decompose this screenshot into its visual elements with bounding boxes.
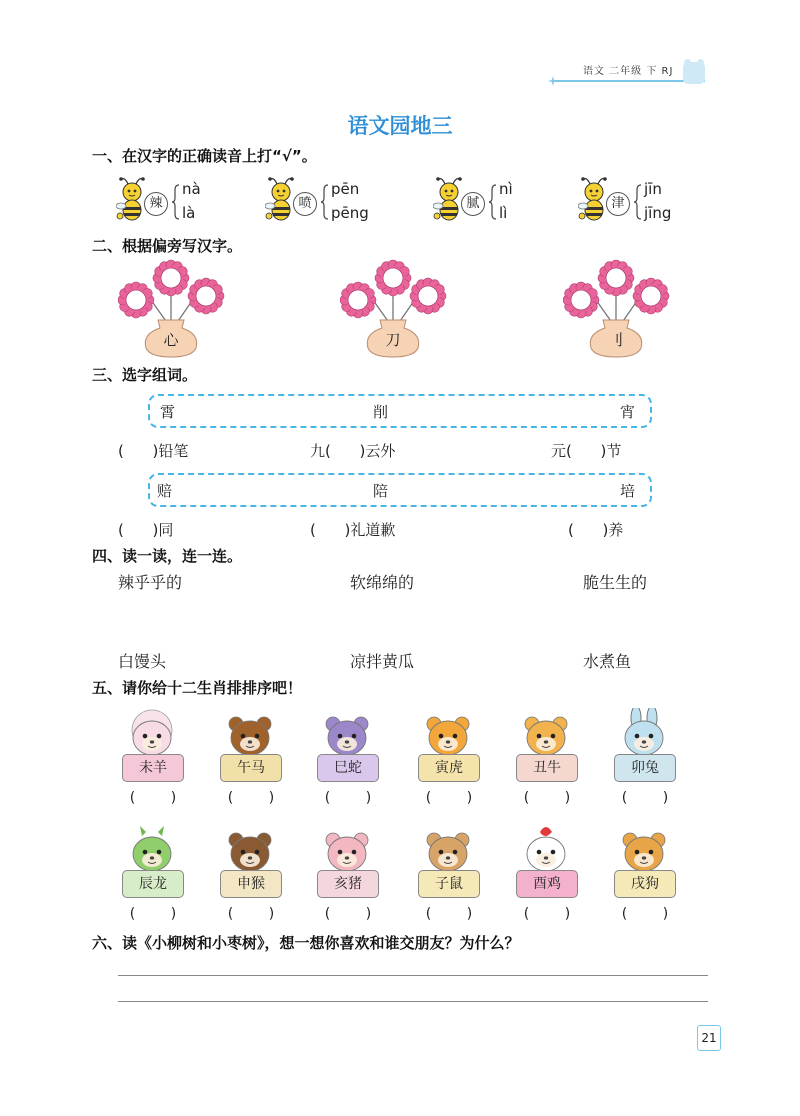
- choice-char: 宵: [620, 403, 636, 421]
- zodiac-item: [414, 824, 484, 929]
- choice-char: 培: [620, 482, 636, 500]
- fill-blank[interactable]: 元( )节: [551, 442, 622, 460]
- choice-char: 赔: [157, 482, 173, 500]
- zodiac-item: [610, 708, 680, 813]
- zodiac-label: 申猴: [220, 870, 282, 898]
- char-choice-box-2: [148, 473, 652, 507]
- pinyin-option[interactable]: nì: [499, 180, 513, 198]
- pinyin-char: 辣: [144, 192, 168, 216]
- page-number: 21: [697, 1025, 721, 1051]
- pinyin-item: [433, 176, 543, 226]
- fill-blank[interactable]: ( )养: [568, 521, 624, 539]
- pinyin-char: 腻: [461, 192, 485, 216]
- zodiac-label: 子鼠: [418, 870, 480, 898]
- pinyin-option[interactable]: là: [182, 204, 196, 222]
- flower-vase: [340, 258, 450, 358]
- zodiac-item: [313, 708, 383, 813]
- order-blank[interactable]: ( ): [523, 906, 571, 922]
- zodiac-item: [313, 824, 383, 929]
- match-item-top[interactable]: 脆生生的: [583, 573, 648, 592]
- fill-blank[interactable]: ( )同: [118, 521, 174, 539]
- choice-char: 陪: [373, 482, 389, 500]
- brace-icon: [634, 184, 642, 220]
- order-blank[interactable]: ( ): [523, 790, 571, 806]
- pinyin-option[interactable]: lì: [499, 204, 508, 222]
- zodiac-label: 寅虎: [418, 754, 480, 782]
- page-title: 语文园地三: [347, 114, 453, 138]
- brace-icon: [321, 184, 329, 220]
- zodiac-item: [512, 708, 582, 813]
- fill-blank[interactable]: 九( )云外: [310, 442, 396, 460]
- flower-vase: [563, 258, 673, 358]
- zodiac-label: 亥猪: [317, 870, 379, 898]
- order-blank[interactable]: ( ): [425, 906, 473, 922]
- zodiac-item: [216, 708, 286, 813]
- order-blank[interactable]: ( ): [324, 906, 372, 922]
- bear-icon: [683, 62, 705, 84]
- section-3-heading: 三、选字组词。: [92, 366, 198, 384]
- radical-label: 心: [163, 331, 179, 349]
- zodiac-label: 未羊: [122, 754, 184, 782]
- answer-line[interactable]: [118, 1001, 708, 1002]
- zodiac-label: 巳蛇: [317, 754, 379, 782]
- section-4-heading: 四、读一读，连一连。: [92, 547, 243, 565]
- section-5-heading: 五、请你给十二生肖排排序吧！: [92, 679, 303, 697]
- zodiac-label: 卯兔: [614, 754, 676, 782]
- pinyin-option[interactable]: nà: [182, 180, 201, 198]
- brace-icon: [172, 184, 180, 220]
- zodiac-label: 辰龙: [122, 870, 184, 898]
- zodiac-item: [512, 824, 582, 929]
- order-blank[interactable]: ( ): [425, 790, 473, 806]
- match-item-bottom[interactable]: 白馒头: [118, 652, 167, 671]
- order-blank[interactable]: ( ): [621, 906, 669, 922]
- match-item-top[interactable]: 辣乎乎的: [118, 573, 183, 592]
- fill-blank[interactable]: ( )礼道歉: [310, 521, 396, 539]
- zodiac-item: [118, 824, 188, 929]
- pinyin-item: [116, 176, 226, 226]
- zodiac-item: [610, 824, 680, 929]
- order-blank[interactable]: ( ): [129, 906, 177, 922]
- pinyin-char: 津: [606, 192, 630, 216]
- pinyin-option[interactable]: jīn: [644, 180, 662, 198]
- pinyin-option[interactable]: jīng: [644, 204, 672, 222]
- order-blank[interactable]: ( ): [129, 790, 177, 806]
- radical-label: 刀: [385, 331, 401, 349]
- radical-label: 刂: [608, 331, 624, 349]
- match-item-bottom[interactable]: 水煮鱼: [583, 652, 632, 671]
- pinyin-char: 喷: [293, 192, 317, 216]
- answer-line[interactable]: [118, 975, 708, 976]
- flower-vase: [118, 258, 228, 358]
- zodiac-item: [216, 824, 286, 929]
- zodiac-item: [118, 708, 188, 813]
- section-1-heading: 一、在汉字的正确读音上打“√”。: [92, 147, 317, 165]
- pinyin-option[interactable]: pēng: [331, 204, 369, 222]
- fill-blank[interactable]: ( )铅笔: [118, 442, 189, 460]
- order-blank[interactable]: ( ): [227, 790, 275, 806]
- zodiac-label: 酉鸡: [516, 870, 578, 898]
- order-blank[interactable]: ( ): [324, 790, 372, 806]
- zodiac-item: [414, 708, 484, 813]
- zodiac-label: 午马: [220, 754, 282, 782]
- zodiac-label: 丑牛: [516, 754, 578, 782]
- section-2-heading: 二、根据偏旁写汉字。: [92, 237, 243, 255]
- brace-icon: [489, 184, 497, 220]
- match-item-bottom[interactable]: 凉拌黄瓜: [350, 652, 415, 671]
- choice-char: 削: [373, 403, 389, 421]
- match-item-top[interactable]: 软绵绵的: [350, 573, 415, 592]
- pinyin-item: [578, 176, 688, 226]
- pinyin-item: [265, 176, 375, 226]
- section-6-heading: 六、读《小柳树和小枣树》，想一想你喜欢和谁交朋友？为什么？: [92, 934, 520, 952]
- pinyin-option[interactable]: pēn: [331, 180, 360, 198]
- char-choice-box-1: [148, 394, 652, 428]
- header-subject: 语文 二年级 下 RJ: [583, 66, 674, 77]
- zodiac-label: 戌狗: [614, 870, 676, 898]
- order-blank[interactable]: ( ): [621, 790, 669, 806]
- order-blank[interactable]: ( ): [227, 906, 275, 922]
- choice-char: 霄: [160, 403, 176, 421]
